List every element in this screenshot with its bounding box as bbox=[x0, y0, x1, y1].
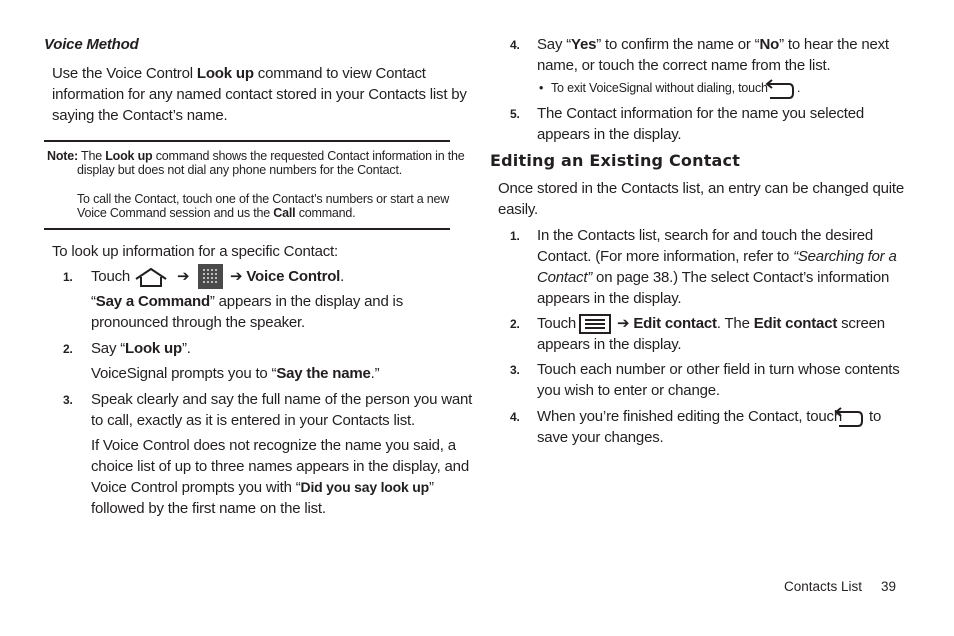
arrow-icon: ➔ bbox=[230, 268, 243, 285]
edit-step-4-to: to bbox=[869, 408, 882, 425]
edit-step-1-number: 1. bbox=[510, 229, 520, 243]
step-5-line-2: appears in the display. bbox=[537, 126, 682, 143]
step-1-para-1 bbox=[91, 291, 403, 312]
step-3-para-4: followed by the first name on the list. bbox=[91, 500, 326, 517]
note-bottom-rule bbox=[44, 228, 450, 230]
bullet-icon: • bbox=[539, 81, 544, 95]
editing-intro-2: easily. bbox=[498, 201, 539, 218]
edit-step-3-line-1: Touch each number or other field in turn whose contents bbox=[537, 361, 900, 378]
bold-text: Call bbox=[273, 206, 296, 220]
voice-method-heading: Voice Method bbox=[44, 36, 139, 53]
text: command. bbox=[295, 206, 356, 220]
text: ” appears in the display and is bbox=[209, 293, 403, 310]
step-1-para-2: pronounced through the speaker. bbox=[91, 314, 305, 331]
step-1-touch: Touch bbox=[91, 268, 131, 285]
step-3-para-1: If Voice Control does not recognize the name you said, a bbox=[91, 437, 456, 454]
step-2-number: 2. bbox=[63, 342, 73, 356]
text: ” bbox=[428, 479, 434, 496]
text: Voice Control prompts you with “ bbox=[91, 479, 301, 496]
editing-intro-1: Once stored in the Contacts list, an entry can be changed quite bbox=[498, 180, 904, 197]
bold-text: Edit contact bbox=[753, 315, 838, 332]
text: Voice Command session and us the bbox=[77, 206, 274, 220]
back-icon bbox=[831, 405, 865, 429]
step-2-para bbox=[91, 363, 379, 384]
edit-step-2-line-2: appears in the display. bbox=[537, 336, 682, 353]
text: command shows the requested Contact information in the bbox=[152, 149, 465, 163]
text: Say “ bbox=[91, 340, 126, 357]
bold-text: Edit contact bbox=[633, 315, 717, 332]
text: ” to hear the next bbox=[779, 36, 889, 53]
text: on page 38.) The select Contact’s information bbox=[592, 269, 890, 286]
note-line-4 bbox=[77, 206, 355, 220]
note-label: Note: bbox=[47, 149, 78, 163]
arrow-icon: ➔ bbox=[617, 315, 630, 332]
note-top-rule bbox=[44, 140, 450, 142]
bullet-text: To exit VoiceSignal without dialing, touch bbox=[551, 81, 768, 95]
editing-heading: Editing an Existing Contact bbox=[490, 151, 741, 170]
intro-line-2: information for any named contact stored in your Contacts list by bbox=[52, 86, 467, 103]
text: Contact. (For more information, refer to bbox=[537, 248, 794, 265]
step-3-number: 3. bbox=[63, 393, 73, 407]
step-1-number: 1. bbox=[63, 270, 73, 284]
step-1-target bbox=[230, 266, 344, 287]
home-icon bbox=[132, 266, 170, 288]
text: ”. bbox=[181, 340, 191, 357]
page-number: 39 bbox=[881, 579, 897, 594]
edit-step-1-line-4: appears in the display. bbox=[537, 290, 682, 307]
step-4-number: 4. bbox=[510, 38, 520, 52]
step-5-number: 5. bbox=[510, 107, 520, 121]
bold-text: Voice Control bbox=[246, 268, 341, 285]
note-line-2: display but does not dial any phone numbers for the Contact. bbox=[77, 163, 403, 177]
bold-text: Yes bbox=[571, 36, 597, 53]
apps-grid-icon bbox=[198, 264, 223, 289]
note-line-3: To call the Contact, touch one of the Contact’s numbers or start a new bbox=[77, 192, 450, 206]
back-icon bbox=[762, 78, 796, 100]
note-line-1 bbox=[47, 149, 465, 163]
text: screen bbox=[837, 315, 885, 332]
edit-step-2-touch: Touch bbox=[537, 315, 577, 332]
step-5-line-1: The Contact information for the name you selected bbox=[537, 105, 865, 122]
bold-text: Did you say look up bbox=[300, 479, 429, 495]
text: Use the Voice Control bbox=[52, 65, 197, 82]
edit-step-3-line-2: you wish to enter or change. bbox=[537, 382, 720, 399]
edit-step-4-line-2: save your changes. bbox=[537, 429, 664, 446]
edit-step-1-line-1: In the Contacts list, search for and touch the desired bbox=[537, 227, 874, 244]
edit-step-3-number: 3. bbox=[510, 363, 520, 377]
edit-step-2-number: 2. bbox=[510, 317, 520, 331]
bold-text: Look up bbox=[196, 65, 254, 82]
edit-step-1-line-2 bbox=[537, 246, 897, 267]
text: The bbox=[81, 149, 106, 163]
bold-text: No bbox=[759, 36, 780, 53]
step-2-text bbox=[91, 338, 191, 359]
intro-line-3: saying the Contact’s name. bbox=[52, 107, 228, 124]
arrow-icon: ➔ bbox=[177, 268, 190, 285]
text: ” to confirm the name or “ bbox=[596, 36, 760, 53]
edit-step-2-text bbox=[617, 313, 885, 334]
step-3-line-1: Speak clearly and say the full name of the person you want bbox=[91, 391, 473, 408]
bullet-end: . bbox=[797, 81, 801, 95]
bold-text: Say the name bbox=[276, 365, 371, 382]
text: .” bbox=[370, 365, 380, 382]
text: . The bbox=[716, 315, 754, 332]
edit-step-1-line-3 bbox=[537, 267, 889, 288]
bold-text: Say a Command bbox=[95, 293, 210, 310]
text: VoiceSignal prompts you to “ bbox=[91, 365, 277, 382]
italic-link[interactable]: “Searching for a bbox=[793, 248, 897, 265]
step-3-para-3 bbox=[91, 477, 434, 498]
bold-text: Look up bbox=[125, 340, 182, 357]
footer-section: Contacts List bbox=[784, 579, 863, 594]
bold-text: Look up bbox=[105, 149, 153, 163]
lookup-intro: To look up information for a specific Contact: bbox=[52, 243, 338, 260]
intro-line-1 bbox=[52, 63, 426, 84]
step-3-line-2: to call, exactly as it is entered in your Contacts list. bbox=[91, 412, 415, 429]
italic-link[interactable]: Contact” bbox=[537, 269, 593, 286]
step-3-para-2: choice list of up to three names appears in the display, and bbox=[91, 458, 469, 475]
text: Say “ bbox=[537, 36, 572, 53]
text: command to view Contact bbox=[253, 65, 426, 82]
step-4-line-2: name, or touch the correct name from the list. bbox=[537, 57, 831, 74]
edit-step-4-number: 4. bbox=[510, 410, 520, 424]
text: “ bbox=[91, 293, 96, 310]
step-4-line-1 bbox=[537, 34, 889, 55]
text: . bbox=[340, 268, 345, 285]
edit-step-4-line-1: When you’re finished editing the Contact, touch bbox=[537, 408, 842, 425]
menu-icon bbox=[579, 314, 611, 334]
